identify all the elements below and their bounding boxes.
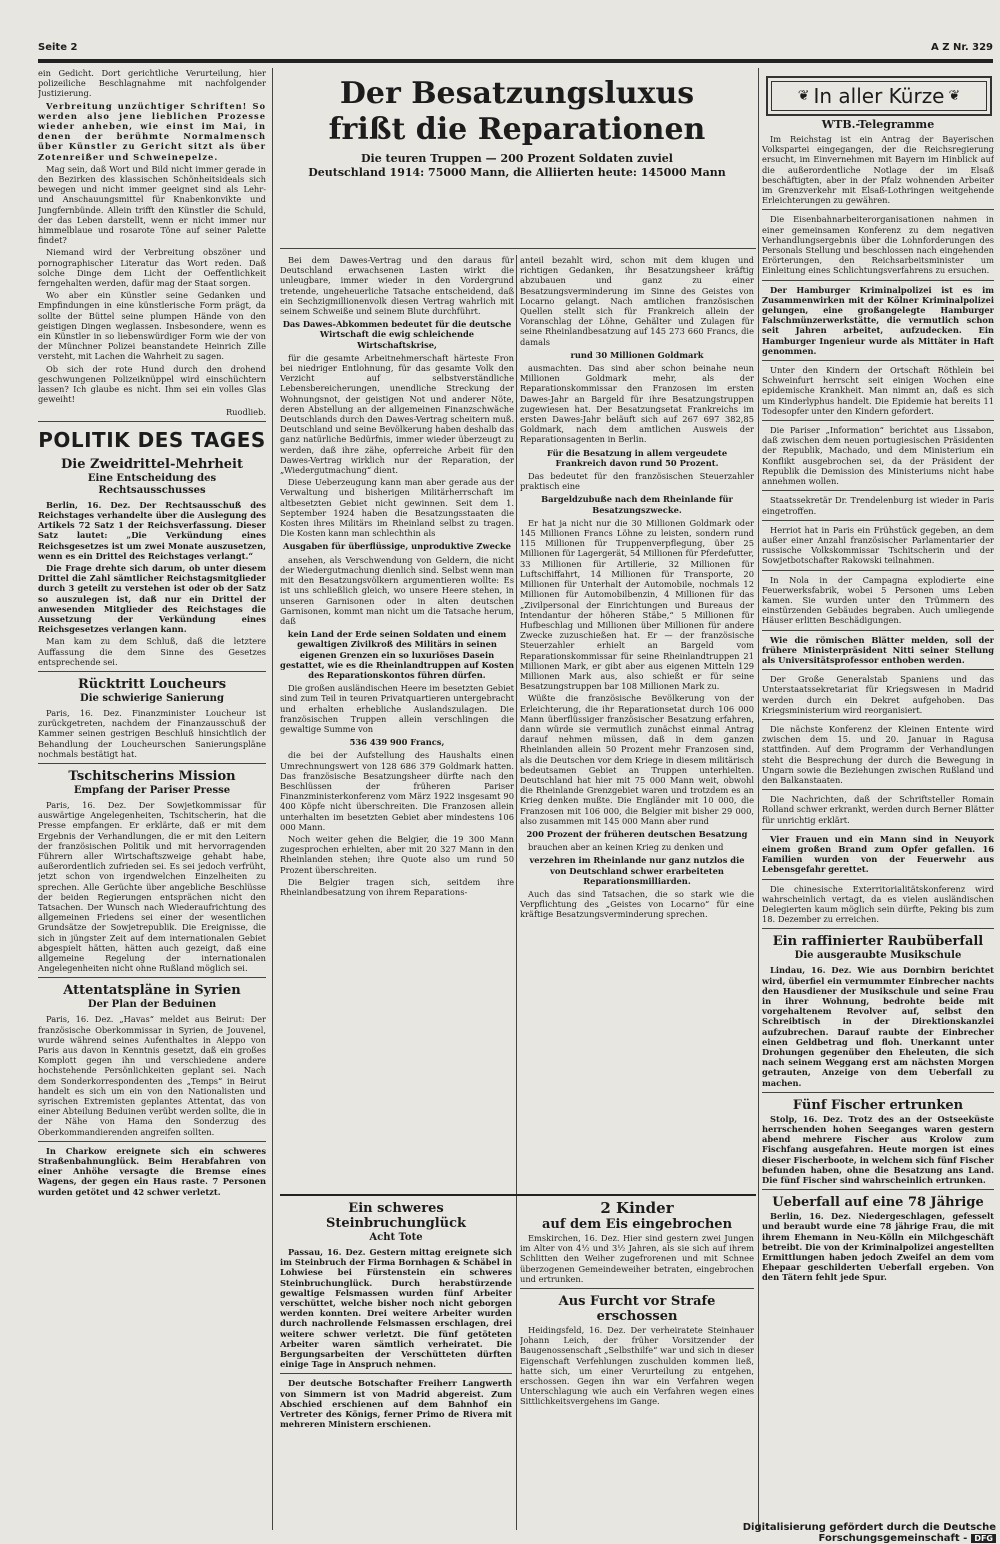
divider — [762, 630, 994, 631]
column-right — [762, 118, 994, 1530]
subheadline: Die ausgeraubte Musikschule — [794, 950, 962, 962]
article-text: ein Gedicht. Dort gerichtliche Verurteilung, hier polizeiliche Beschlagnahme mit nachfolgender Justizierung. — [38, 68, 266, 99]
headline: auf dem Eis eingebrochen — [541, 1217, 733, 1232]
header-rule — [38, 59, 993, 63]
article-highlight: Ausgaben für überflüssige, unproduktive Zwecke — [283, 541, 511, 552]
article-text: Er hat ja nicht nur die 30 Millionen Goldmark oder 145 Millionen Francs Löhne zu leisten, sondern rund 115 Millionen für Truppenverpflegung, über 25 Millionen für Lagergerät, 54 Millionen für Pferdefutter, 33 Millionen für Artillerie, 32 Millionen für Luftschiffahrt, 14 Millionen für Transporte, 20 Millionen für Unterhalt der Automobile, nochmals 12 Millionen für Automobilbenzin, 4 Millionen für das „Zivilpersonal der Einrichtungen und Bureaus der Intendantur der höheren Stäbe,“ 5 Millionen für Hufbeschlag und Millionen über Millionen für andere Zwecke zuzuschießen hat. Er — der französische Steuerzahler erhielt an Bargeld vom Reparationskommissar für seine Rheinlandtruppen 21 Millionen Mark, er gibt aber aus eigenen Mitteln 129 Millionen Mark aus, also schießt er für seine Besatzungstruppen bar 108 Millionen Mark zu. — [520, 517, 754, 692]
article-text: Paris, 16. Dez. Finanzminister Loucheur ist zurückgetreten, nachdem der Finanzausschuß der Kammer seinen gestrigen Beschluß hinsichtlich der Behandlung der Loucheurschen Sanierungspläne nochmals bestätigt hat. — [38, 707, 266, 759]
subheadline: Acht Tote — [369, 1232, 423, 1243]
divider — [762, 420, 994, 421]
news-item: Herriot hat in Paris ein Frühstück gegeben, an dem außer einer Anzahl französischer Parlamentarier der russische Volkskommissar Tschitscherin und der Sowjetbotschafter Rakowski teilnahmen. — [762, 524, 994, 566]
footer-text: Digitalisierung gefördert durch die Deutsche Forschungsgemeinschaft - — [742, 1522, 996, 1544]
article-text: Der deutsche Botschafter Freiherr Langwerth von Simmern ist von Madrid abgereist. Zum Abschied erschienen auf dem Bahnhof ein Vertreter des Königs, ferner Primo de Rivera mit mehreren Ministern erschienen. — [280, 1378, 512, 1430]
divider — [280, 1373, 512, 1374]
article-text: brauchen aber an keinen Krieg zu denken und — [528, 842, 724, 853]
subheadline: Der Plan der Beduinen — [87, 999, 217, 1011]
column-left — [38, 68, 266, 1530]
section-subheading: WTB.-Telegramme — [821, 118, 935, 131]
article-text: Heidingsfeld, 16. Dez. Der verheiratete Steinhauer Johann Leich, der früher Vorsitzender der Baugenossenschaft „Selbsthilfe“ war und sich in dieser Eigenschaft Verfehlungen zuschulden kommen ließ, hatte sich, um einer Verurteilung zu entgehen, erschossen. Gegen ihn war ein Verfahren wegen Unterschlagung wie auch ein Verfahren wegen eines Sittlichkeitsvergehens im Gange. — [520, 1325, 754, 1407]
article-text: ansehen, als Verschwendung von Geldern, die nicht der Wiedergutmachung dienlich sind. Selbst wenn man mit den Besatzungsvölkern argumentieren wollte: Es ist uns schließlich gleich, wo unsere Heere stehen, in unseren Garnisonen oder in alten deutschen Garnisonen, kommt man nicht um die Tatsache herum, daß — [280, 554, 514, 626]
divider — [762, 719, 994, 720]
news-item: Die Pariser „Information“ berichtet aus Lissabon, daß zwischen dem neuen portugiesischen Präsidenten der Republik, Machado, und dem Ministerium ein Konflikt ausgebrochen sei, da der Präsident der Republik die Demission des Ministeriums nicht habe annehmen wollen. — [762, 425, 994, 487]
main-headline-block — [282, 76, 752, 180]
main-article-col1 — [280, 255, 514, 1195]
headline: Die Zweidrittel-Mehrheit — [60, 456, 244, 472]
article-text: Wo aber ein Künstler seine Gedanken und Empfindungen in eine künstlerische Form prägt, da sollte der Büttel seine plumpen Hände von den geistigen Dingen weglassen. Insbesondere, wenn es ein Künstler in so liebenswürdiger Form wie der von der Münchner Polizei beanstandete Heinrich Zille versteht, mit Lachen die Wahrheit zu sagen. — [38, 290, 266, 362]
article-highlight: Für die Besatzung in allem vergeudete Frankreich davon rund 50 Prozent. — [546, 447, 728, 468]
article-highlight: Bargeldzubuße nach dem Rheinlande für Besatzungszwecke. — [541, 494, 733, 515]
article-text: Niemand wird der Verbreitung obszöner und pornographischer Literatur das Wort reden. Daß solche Dinge dem Licht der Oeffentlichkeit ferngehalten werden, dafür mag der Staat sorgen. — [38, 247, 266, 289]
column-rule — [272, 68, 273, 1530]
news-item: Der Hamburger Kriminalpolizei ist es im Zusammenwirken mit der Kölner Kriminalpolizei gelungen, eine großangelegte Hamburger Falschmünzerwerkstätte, die vermutlich schon seit Jahren arbeitet, aufzudecken. Ein Hamburger Ingenieur wurde als Mittäter in Haft genommen. — [762, 284, 994, 356]
article-text: Verbreitung unzüchtiger Schriften! So werden also jene lieblichen Prozesse wieder anheben, wie einst im Mai, in denen der berühmte Normalmensch über Künstler zu Gericht sitzt als über Zotenreißer und Schweinepelze. — [38, 100, 266, 162]
headline: Attentatspläne in Syrien — [63, 983, 241, 999]
article-highlight: rund 30 Millionen Goldmark — [570, 349, 704, 360]
lower-article-left — [280, 1196, 512, 1530]
article-text: Emskirchen, 16. Dez. Hier sind gestern zwei Jungen im Alter von 4½ und 3½ Jahren, als sie sich auf ihrem Schlitten den Weiher zugefrorenen und mit Schnee überzogenen Gemeindeweiher betraten, eingebrochen und ertrunken. — [520, 1233, 754, 1284]
news-item: Im Reichstag ist ein Antrag der Bayerischen Volkspartei eingegangen, der die Reichsregierung ersucht, im Einvernehmen mit Bayern im Hinblick auf die außerordentliche Notlage der im Elsaß beschäftigten, aber in der Pfalz wohnenden Arbeiter im Grenzverkehr mit Elsaß-Lothringen weitgehende Erleichterungen zu gewähren. — [762, 134, 994, 206]
article-highlight: kein Land der Erde seinen Soldaten und einem gewaltigen Zivilkroß des Militärs in seinen eigenen Grenzen ein so luxuriöses Dasein gestattet, wie es die Rheinlandtruppen auf Kosten des Reparationskontos führen dürfen. — [280, 629, 514, 680]
subheadline: Die schwierige Sanierung — [80, 692, 224, 704]
article-text: In Charkow ereignete sich ein schweres Straßenbahnunglück. Beim Herabfahren von einer Anhöhe versagte die Bremse eines Wagens, der gegen ein Haus raste. 7 Personen wurden getötet und 42 schwer verletzt. — [38, 1145, 266, 1197]
main-headline-line2: frißt die Reparationen — [328, 112, 706, 147]
article-text: anteil bezahlt wird, schon mit dem klugen und richtigen Gedanken, ihr Besatzungsheer kräftig abzubauen und ganz zu einer Besatzungsverminderung im Sinne des Geistes von Locarno gelangt. Nach amtlichen französischen Quellen stellt sich für Frankreich allein der Voranschlag der Löhne, Gehälter und Zulagen für seine Rheinlandbesatzung auf 145 273 660 Francs, die damals — [520, 255, 754, 347]
news-item: Wie die römischen Blätter melden, soll der frühere Ministerpräsident Nitti seiner Stellung als Universitätsprofessor enthoben werden. — [762, 634, 994, 665]
article-text: Noch weiter gehen die Belgier, die 19 300 Mann zugesprochen erhielten, aber mit 20 327 Mann in den Rheinlanden stehen; ihre Quote also um rund 50 Prozent überschreiten. — [280, 833, 514, 875]
divider — [38, 1141, 266, 1142]
lower-article-right — [520, 1196, 754, 1530]
headline: Ueberfall auf eine 78 Jährige — [772, 1195, 984, 1211]
in-brief-box — [766, 76, 992, 116]
news-item: Unter den Kindern der Ortschaft Röthlein bei Schweinfurt herrscht seit einigen Wochen eine epidemische Krankheit. Man nimmt an, daß es sich um Kinderlyphus handelt. Die Epidemie hat bereits 11 Todesopfer unter den Kindern gefordert. — [762, 365, 994, 416]
divider — [762, 209, 994, 210]
column-rule — [516, 1196, 517, 1530]
article-text: Die großen ausländischen Heere im besetzten Gebiet sind zum Teil in teuren Privatquartieren untergebracht und erhalten erhebliche Auslandszulagen. Die französischen Truppen allein verschlingen die gewaltige Summe von — [280, 683, 514, 734]
divider — [762, 490, 994, 491]
article-text: Stolp, 16. Dez. Trotz des an der Ostseeküste herrschenden hohen Seeganges waren gestern abend mehrere Fischer aus Krolow zum Fischfang ausgefahren. Heute morgen ist eines dieser Fischerboote, in welchem sich fünf Fischer befunden haben, ohne die Besatzung ans Land. Die fünf Fischer sind wahrscheinlich ertrunken. — [762, 1113, 994, 1186]
article-text: Berlin, 16. Dez. Niedergeschlagen, gefesselt und beraubt wurde eine 78 jährige Frau, die mit ihrem Ehemann in Neu-Kölln ein Milchgeschäft betreibt. Die von der Kriminalpolizei angestellten Ermittlungen haben jedoch Zweifel an dem vom Ehepaar geschilderten Ueberfall ergeben. Von den Tätern fehlt jede Spur. — [762, 1211, 994, 1283]
divider — [762, 570, 994, 571]
article-text: Paris, 16. Dez. Der Sowjetkommissar für auswärtige Angelegenheiten, Tschitscherin, hat die Presse empfangen. Er erklärte, daß er mit dem Ergebnis der Verhandlungen, die er mit den Leitern der französischen Politik und mit hervorragenden Führern aller Wirtschaftszweige gehabt habe, außerordentlich zufrieden sei. Es sei jedoch verfrüht, jetzt schon von irgendwelchen Einzelheiten zu sprechen. Alle Gerüchte über angebliche Beschlüsse der beiden Regierungen entsprächen nicht den Tatsachen. Der Wunsch nach Wiederaufrichtung des allgemeinen Friedens sei einer der wesentlichen Grundsätze der Sowjetrepublik. Die Ereignisse, die sich in jüngster Zeit auf dem internationalen Gebiet abgespielt hätten, hätten auch gezeigt, daß eine allgemeine Regelung der internationalen Angelegenheiten nicht ohne Rußland möglich sei. — [38, 799, 266, 974]
headline: Ein schweres Steinbruchunglück — [325, 1201, 467, 1231]
article-text: Die Frage drehte sich darum, ob unter diesem Drittel die Zahl sämtlicher Reichstagsmitglieder durch 3 geteilt zu verstehen ist oder ob der Satz so auszulegen ist, daß nur ein Drittel der anwesenden Mitglieder des Reichstages die Aussetzung der Verkündung eines Reichsgesetzes verlangen kann. — [38, 562, 266, 635]
digitization-footer — [700, 1522, 996, 1544]
divider — [762, 1189, 994, 1190]
divider — [762, 928, 994, 929]
article-text: Bei dem Dawes-Vertrag und den daraus für Deutschland erwachsenen Lasten wirkt die unleugbare, immer wieder in den Vordergrund tretende, ungeheuerliche Tatsache entscheidend, daß ein Sechzigmillionenvolk diesen Vertrag wahrlich mit seinem Schweiße und seinem Blute durchführt. — [280, 255, 514, 317]
article-text: Auch das sind Tatsachen, die so stark wie die Verpflichtung des „Geistes von Locarno“ für eine kräftige Besatzungsverminderung sprechen. — [520, 888, 754, 920]
main-headline-line1: Der Besatzungsluxus — [339, 76, 695, 111]
section-heading: POLITIK DES TAGES — [38, 427, 266, 452]
headline: Fünf Fischer ertrunken — [792, 1097, 964, 1113]
news-item: In Nola in der Campagna explodierte eine Feuerwerksfabrik, wobei 5 Personen ums Leben kamen. Sie wurden unter den Trümmern des einstürzenden Gebäudes begraben. Auch umliegende Häuser erlitten Beschädigungen. — [762, 574, 994, 626]
divider — [762, 789, 994, 790]
article-text: Mag sein, daß Wort und Bild nicht immer gerade in den Bezirken des klassischen Schönheitsideals sich bewegen und nicht immer geeignet sind als Lehr- und Anschauungsmittel für Knabenkonvikte und Jungfernbünde. Allein trifft den Künstler die Schuld, der das Leben darstellt, wenn er nicht immer nur himmelblaue und rosarote Töne auf seiner Palette findet? — [38, 163, 266, 246]
news-item: Der Große Generalstab Spaniens und das Unterstaatssekretariat für Kriegswesen in Madrid werden durch ein Dekret aufgehoben. Das Kriegsministerium wird reorganisiert. — [762, 674, 994, 715]
dfg-logo: DFG — [971, 1534, 996, 1543]
main-subheadline: Die teuren Truppen — 200 Prozent Soldaten zuviel — [361, 152, 673, 165]
article-text: Man kam zu dem Schluß, daß die letztere Auffassung die dem Sinne des Gesetzes entsprechende sei. — [38, 636, 266, 667]
article-text: Wüßte die französische Bevölkerung von der Erleichterung, die ihr Reparationsetat durch 106 000 Mann überflüssiger französischer Besatzung erfahren, dann würde sie vermutlich zunächst einmal Antrag darauf nehmen müssen, daß in dem ganzen Rheinlanden allein 50 Prozent mehr Franzosen sind, als die Deutschen vor dem Kriege in diesem militärisch bedeutsamen Gebiet an Truppen unterhielten. Deutschland hat hier mit 75 000 Mann weit, obwohl die Rheinlande Grenzgebiet waren und trotzdem es an Krieg denken mußte. Die Engländer mit 10 000, die Franzosen mit 106 000, die Belgier mit bisher 29 000, also zusammen mit 145 000 Mann aber rund — [520, 693, 754, 826]
author-signature: Ruodlieb. — [225, 406, 266, 417]
in-brief-title: In aller Kürze — [813, 84, 945, 108]
article-text: Ob sich der rote Hund durch den drohend geschwungenen Polizeiknüppel wird einschüchtern lassen? Ich glaube es nicht. Ihm sei ein volles Glas geweiht! — [38, 363, 266, 405]
column-rule — [516, 255, 517, 1195]
article-text: Diese Ueberzeugung kann man aber gerade aus der Verwaltung und bisherigen Militärherrschaft im altbesetzten Gebiet nicht gewinnen. Seit dem 1. September 1924 haben die Besatzungsstaaten die Kosten ihres Militärs im Rheinland selbst zu tragen. Die Kosten kann man schlechthin als — [280, 477, 514, 539]
article-text: Paris, 16. Dez. „Havas“ meldet aus Beirut: Der französische Oberkommissar in Syrien, de Jouvenel, wurde während seines Aufenthaltes in Aleppo von Paris aus davon in Kenntnis gesetzt, daß ein großes Komplott gegen ihn und verschiedene andere hochstehende Persönlichkeiten geplant sei. Nach dem Sonderkorrespondenten des „Temps“ in Beirut handelt es sich um ein von den Nationalisten und syrischen Extremisten geplantes Attentat, das von einer Abteilung Beduinen verübt werden sollte, die in der Nähe von Hama den Sonderzug des Oberkommandierenden angreifen sollten. — [38, 1014, 266, 1137]
article-text: Berlin, 16. Dez. Der Rechtsausschuß des Reichstages verhandelte über die Auslegung des Artikels 72 Satz 1 der Reichsverfassung. Dieser Satz lautet: „Die Verkündung eines Reichsgesetzes ist um zwei Monate auszusetzen, wenn es ein Drittel des Reichstages verlangt.“ — [38, 499, 266, 561]
article-text: Die Belgier tragen sich, seitdem ihre Rheinlandbesatzung von ihrem Reparations- — [280, 876, 514, 897]
article-text: die bei der Aufstellung des Haushalts einen Umrechnungswert von 128 686 379 Goldmark hatten. Das französische Besatzungsheer dürfte nach den Beschlüssen der früheren Pariser Finanzministerkonferenz vom März 1922 insgesamt 90 400 Köpfe nicht überschreiten. Die Franzosen allein unterhalten im besetzten Gebiet aber mindestens 106 000 Mann. — [280, 750, 514, 832]
divider — [762, 669, 994, 670]
news-item: Die Nachrichten, daß der Schriftsteller Romain Rolland schwer erkrankt, werden durch Berner Blätter für unrichtig erklärt. — [762, 794, 994, 825]
article-highlight: Das Dawes-Abkommen bedeutet für die deutsche Wirtschaft die ewig schleichende Wirtschaftskrise, — [282, 319, 512, 350]
page-header — [38, 42, 993, 58]
main-article-col2 — [520, 255, 754, 1195]
news-item: Die chinesische Exterritorialitätskonferenz wird wahrscheinlich vertagt, da es vielen ausländischen Delegierten kaum möglich sein dürfte, Peking bis zum 18. Dezember zu erreichen. — [762, 883, 994, 925]
ornament-icon: ❦ — [948, 88, 961, 104]
divider — [762, 360, 994, 361]
main-subheadline-2: Deutschland 1914: 75000 Mann, die Alliierten heute: 145000 Mann — [308, 166, 726, 179]
headline: Ein raffinierter Raubüberfall — [772, 934, 984, 950]
divider — [762, 520, 994, 521]
article-text: Das bedeutet für den französischen Steuerzahler praktisch eine — [520, 471, 754, 492]
headline: Tschitscherins Mission — [68, 768, 236, 784]
page-number: Seite 2 — [38, 42, 78, 53]
ornament-icon: ❦ — [797, 88, 810, 104]
divider — [280, 248, 756, 249]
issue-number: A Z Nr. 329 — [931, 42, 993, 53]
divider — [762, 280, 994, 281]
divider — [38, 977, 266, 978]
divider — [762, 1092, 994, 1093]
divider — [38, 671, 266, 672]
subheadline: Empfang der Pariser Presse — [73, 784, 231, 796]
article-text: Passau, 16. Dez. Gestern mittag ereignete sich im Steinbruch der Firma Bornhagen & Schäbel in Lohwiese bei Fürstenstein ein schweres Steinbruchunglück. Durch herabstürzende gewaltige Felsmassen wurden fünf Arbeiter verschüttet, welche bisher noch nicht geborgen werden konnten. Drei weitere Arbeiter wurden durch nachrollende Felsmassen erschlagen, drei weitere schwer verletzt. Die fünf getöteten Arbeiter waren sämtlich verheiratet. Die Bergungsarbeiten der Verschütteten dürften einige Tage in Anspruch nehmen. — [280, 1247, 512, 1370]
news-item: Staatssekretär Dr. Trendelenburg ist wieder in Paris eingetroffen. — [762, 495, 994, 516]
article-text: für die gesamte Arbeitnehmerschaft härteste Fron bei niedriger Entlohnung, für das gesamte Volk den Verzicht auf selbstverständliche Lebensbereicherungen, unendliche Streckung der Wohnungsnot, der geistigen Not und anderer Nöte, deren Abstellung an der allgemeinen Finanzschwäche Deutschlands durch den Dawes-Vertrag scheitern muß. Deutschland und seine Bevölkerung haben deshalb das ganz natürliche Bedürfnis, immer wieder überzeugt zu werden, daß ihre zähe, opferreiche Arbeit für den Dawes-Vertrag wirklich nur der Reparation, der „Wiedergutmachung“ dient. — [280, 352, 514, 476]
subheadline: Eine Entscheidung des Rechtsausschusses — [87, 472, 217, 496]
divider — [38, 421, 266, 422]
headline: 2 Kinder — [600, 1199, 674, 1217]
headline: Aus Furcht vor Strafe erschossen — [558, 1294, 716, 1325]
article-highlight: 536 439 900 Francs, — [349, 737, 445, 748]
news-item: Die nächste Konferenz der Kleinen Entente wird zwischen dem 15. und 20. Januar in Ragusa stattfinden. Auf dem Programm der Verhandlungen steht die Besprechung der durch die Bewegung in Ungarn sowie die Beziehungen zwischen Rußland und den Balkanstaaten. — [762, 723, 994, 785]
divider — [520, 1288, 754, 1289]
news-item: Die Eisenbahnarbeiterorganisationen nahmen in einer gemeinsamen Konferenz zu dem negativen Verhandlungsergebnis über die Lohnforderungen des Personals Stellung und beschlossen nach eingehenden Erörterungen, den Reichsarbeitsminister um Einleitung eines Schlichtungsverfahrens zu ersuchen. — [762, 214, 994, 276]
article-highlight: 200 Prozent der früheren deutschen Besatzung — [526, 828, 748, 839]
article-text: Lindau, 16. Dez. Wie aus Dornbirn berichtet wird, überfiel ein vermummter Einbrecher nachts den Hausdiener der Musikschule und seine Frau in ihrer Wohnung, bedrohte beide mit vorgehaltenem Revolver auf, selbst den Schreibtisch in der Direktionskanzlei aufzubrechen. Darauf raubte der Einbrecher einen Geldbetrag und floh. Unerkannt unter Drohungen gegenüber den Eheleuten, die sich nach seinem Weggang erst am nächsten Morgen getrauten, Anzeige von dem Ueberfall zu machen. — [762, 965, 994, 1088]
column-rule — [758, 68, 759, 1530]
article-text: ausmachten. Das sind aber schon beinahe neun Millionen Goldmark mehr, als der Reparationskommissar den Franzosen im ersten Dawes-Jahr an Bargeld für ihre Besatzungstruppen zugewiesen hat. Der Besatzungsetat Frankreichs im ersten Dawes-Jahr beläuft sich auf 267 697 382,85 Goldmark, nach dem amtlichen Ausweis der Reparationsagenten in Berlin. — [520, 363, 754, 445]
divider — [762, 829, 994, 830]
headline: Rücktritt Loucheurs — [77, 676, 227, 692]
divider — [762, 879, 994, 880]
article-highlight: verzehren im Rheinlande nur ganz nutzlos die von Deutschland schwer erarbeiteten Reparationsmilliarden. — [529, 855, 745, 886]
divider — [38, 763, 266, 764]
news-item: Vier Frauen und ein Mann sind in Neuyork einem großen Brand zum Opfer gefallen. 16 Familien wurden von der Feuerwehr aus Lebensgefahr gerettet. — [762, 833, 994, 875]
